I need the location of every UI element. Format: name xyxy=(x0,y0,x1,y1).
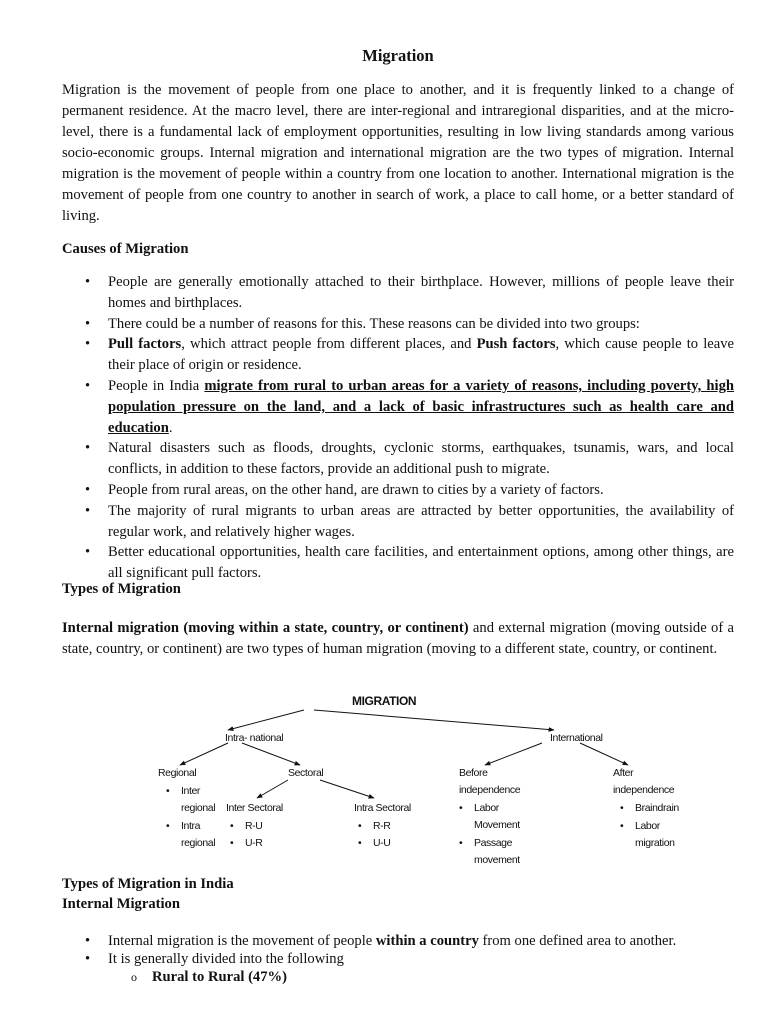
node-sectoral: Sectoral xyxy=(288,767,324,779)
node-intra-regional: Intra xyxy=(181,820,201,832)
list-item: • People from rural areas, on the other hand, are drawn to cities by a variety of factors. xyxy=(62,480,734,501)
bullet-icon: • xyxy=(230,820,234,832)
list-item: • People are generally emotionally attached to their birthplace. However, millions of people leave their homes and birthplaces. xyxy=(62,272,734,314)
intro-paragraph: Migration is the movement of people from one place to another, and it is frequently linked to a change of permanent residence. At the macro level, there are inter-regional and intraregional disparities, and at the micro-level, there is a fundamental lack of employment opportunities, resulting in low living standards among various socio-economic groups. Internal migration and international migration are the two types of migration. Internal migration is the movement of people within a country from one location to another. International migration is the movement of people from one country to another in search of work, a place to call home, or a better standard of living. xyxy=(62,82,734,224)
list-item: • It is generally divided into the following xyxy=(62,950,734,968)
list-item: • Better educational opportunities, health care facilities, and entertainment options, among other things, are all significant pull factors. xyxy=(62,542,734,584)
internal-migration-list xyxy=(62,932,734,986)
connector xyxy=(180,743,228,765)
node-r-r: R-R xyxy=(373,820,391,832)
connector xyxy=(228,710,304,730)
list-item: • Natural disasters such as floods, droughts, cyclonic storms, earthquakes, tsunamis, wars, and local conflicts, in addition to these factors, provide an additional push to migrate. xyxy=(62,438,734,480)
list-item: • The majority of rural migrants to urban areas are attracted by better opportunities, the availability of regular work, and relatively higher wages. xyxy=(62,501,734,543)
connector xyxy=(257,780,288,798)
bullet-icon: • xyxy=(166,820,170,832)
emphasized-text: migrate from rural to urban areas for a variety of reasons, including poverty, high population pressure on the land, and a lack of basic infrastructures such as health care and education xyxy=(108,377,734,436)
list-item: • Internal migration is the movement of people within a country from one defined area to another. xyxy=(62,932,734,950)
node-before-independence: Before xyxy=(459,767,488,779)
connector xyxy=(485,743,542,765)
node-u-r: U-R xyxy=(245,837,263,849)
migration-diagram: MIGRATION Intra- national International Regional • Inter regional • Intra regional Sectoral Inter Sectoral • R-U • U-R Intra Sectoral • R-R • U-U Before independence • Labor Movement • Passage movement After independence • Braindrain • Labor migration xyxy=(92,690,692,870)
bullet-icon: • xyxy=(166,785,170,797)
connector xyxy=(320,780,374,798)
node-labor-movement: Labor xyxy=(474,802,499,814)
bullet-icon: • xyxy=(358,837,362,849)
node-international: International xyxy=(550,732,603,744)
types-paragraph: Internal migration (moving within a state, country, or continent) and external migration (moving outside of a state, country, or continent) are two types of human migration (moving to a different state, country, or continent. xyxy=(62,620,735,657)
bullet-icon: • xyxy=(459,837,463,849)
node-regional: Regional xyxy=(158,767,197,779)
node-inter-regional: Inter xyxy=(181,785,201,797)
node-brain-drain: Braindrain xyxy=(635,802,679,814)
node-after-independence: After xyxy=(613,767,634,779)
pull-factors-term: Pull factors xyxy=(108,336,182,353)
connector xyxy=(314,710,554,730)
node-labor-migration: Labor xyxy=(635,820,660,832)
sub-list-item: o Rural to Rural (47%) xyxy=(62,968,734,986)
node-inter-sectoral: Inter Sectoral xyxy=(226,802,283,814)
types-india-heading: Types of Migration in India xyxy=(62,876,234,892)
page-title: Migration xyxy=(362,46,434,65)
bullet-icon: • xyxy=(459,802,463,814)
node-u-u: U-U xyxy=(373,837,391,849)
list-item: • People in India migrate from rural to urban areas for a variety of reasons, including poverty, high population pressure on the land, and a lack of basic infrastructures such as health care and education. xyxy=(62,376,734,438)
types-heading: Types of Migration xyxy=(62,581,181,597)
push-factors-term: Push factors xyxy=(476,336,556,353)
node-intra-national: Intra- national xyxy=(225,732,284,744)
node-migration: MIGRATION xyxy=(352,694,417,708)
internal-migration-heading: Internal Migration xyxy=(62,896,180,912)
bullet-icon: • xyxy=(620,802,624,814)
bullet-icon: • xyxy=(358,820,362,832)
node-intra-sectoral: Intra Sectoral xyxy=(354,802,411,814)
node-passage-movement: Passage xyxy=(474,837,513,849)
list-item: • Pull factors, which attract people from different places, and Push factors, which cause people to leave their place of origin or residence. xyxy=(62,334,734,376)
bullet-icon: • xyxy=(230,837,234,849)
list-item: • There could be a number of reasons for this. These reasons can be divided into two groups: xyxy=(62,314,734,335)
causes-heading: Causes of Migration xyxy=(62,241,189,257)
node-r-u: R-U xyxy=(245,820,263,832)
causes-list xyxy=(62,272,734,584)
bullet-icon: • xyxy=(620,820,624,832)
